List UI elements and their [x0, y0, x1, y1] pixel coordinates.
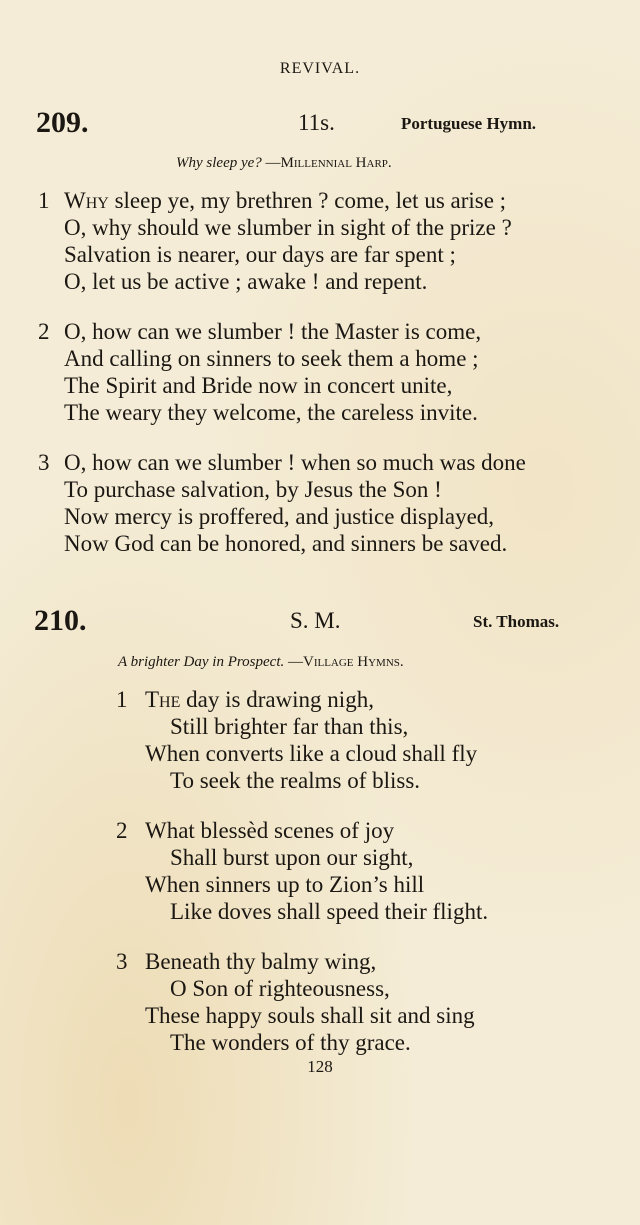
hymn-tune: Portuguese Hymn. [401, 114, 537, 133]
verse-line: Like doves shall speed their flight. [170, 899, 489, 924]
stanza-number: 2 [38, 319, 50, 344]
verse-line: The wonders of thy grace. [170, 1030, 411, 1055]
stanza-number: 1 [116, 687, 128, 712]
verse-line: O, how can we slumber ! when so much was done [64, 450, 526, 475]
verse-line: To purchase salvation, by Jesus the Son ! [64, 477, 442, 502]
hymn-meter: 11s. [298, 110, 335, 135]
verse-line: To seek the realms of bliss. [170, 768, 421, 793]
hymn-subtitle [118, 654, 404, 671]
verse-first-rest: sleep ye, my brethren ? come, let us arise ; [108, 188, 507, 213]
verse-line: Beneath thy balmy wing, [145, 949, 377, 974]
verse-first-rest: day is drawing nigh, [180, 687, 374, 712]
verse-line: And calling on sinners to seek them a home ; [64, 346, 479, 371]
hymn-source: Millennial Harp. [280, 155, 392, 171]
hymn-meter: S. M. [290, 608, 341, 633]
verse-line: The Spirit and Bride now in concert unite, [64, 373, 453, 398]
hymn-title: Why sleep ye? [176, 155, 262, 171]
verse-line: The weary they welcome, the careless invite. [64, 400, 478, 425]
verse-line: When sinners up to Zion’s hill [145, 872, 425, 897]
hymn-number: 210. [34, 604, 87, 637]
verse-first-word: Why [64, 188, 109, 213]
stanza-number: 1 [38, 188, 50, 213]
verse-line: O, how can we slumber ! the Master is come, [64, 319, 482, 344]
hymn-tune: St. Thomas. [473, 612, 560, 631]
verse-line: When converts like a cloud shall fly [145, 741, 478, 766]
verse-line [64, 187, 506, 214]
stanza-number: 3 [116, 949, 128, 974]
verse-line: O, why should we slumber in sight of the prize ? [64, 215, 512, 240]
verse-line: Shall burst upon our sight, [170, 845, 414, 870]
verse-line [145, 686, 374, 713]
verse-first-word: The [145, 687, 181, 712]
verse-line: What blessèd scenes of joy [145, 818, 395, 843]
stanza-number: 3 [38, 450, 50, 475]
page-number: 128 [307, 1057, 333, 1076]
subtitle-dash: — [265, 155, 281, 171]
verse-line: Still brighter far than this, [170, 714, 409, 739]
hymn-number: 209. [36, 106, 89, 139]
hymn-title: A brighter Day in Prospect. [118, 654, 285, 670]
verse-line: Now mercy is proffered, and justice displayed, [64, 504, 495, 529]
verse-line: These happy souls shall sit and sing [145, 1003, 475, 1028]
verse-line: Now God can be honored, and sinners be saved. [64, 531, 508, 556]
verse-line: O Son of righteousness, [170, 976, 390, 1001]
subtitle-dash: — [287, 654, 303, 670]
hymn-subtitle [176, 155, 392, 172]
stanza-number: 2 [116, 818, 128, 843]
running-head: REVIVAL. [279, 60, 361, 77]
verse-line: Salvation is nearer, our days are far spent ; [64, 242, 456, 267]
verse-line: O, let us be active ; awake ! and repent. [64, 269, 428, 294]
hymn-source: Village Hymns. [302, 654, 404, 670]
